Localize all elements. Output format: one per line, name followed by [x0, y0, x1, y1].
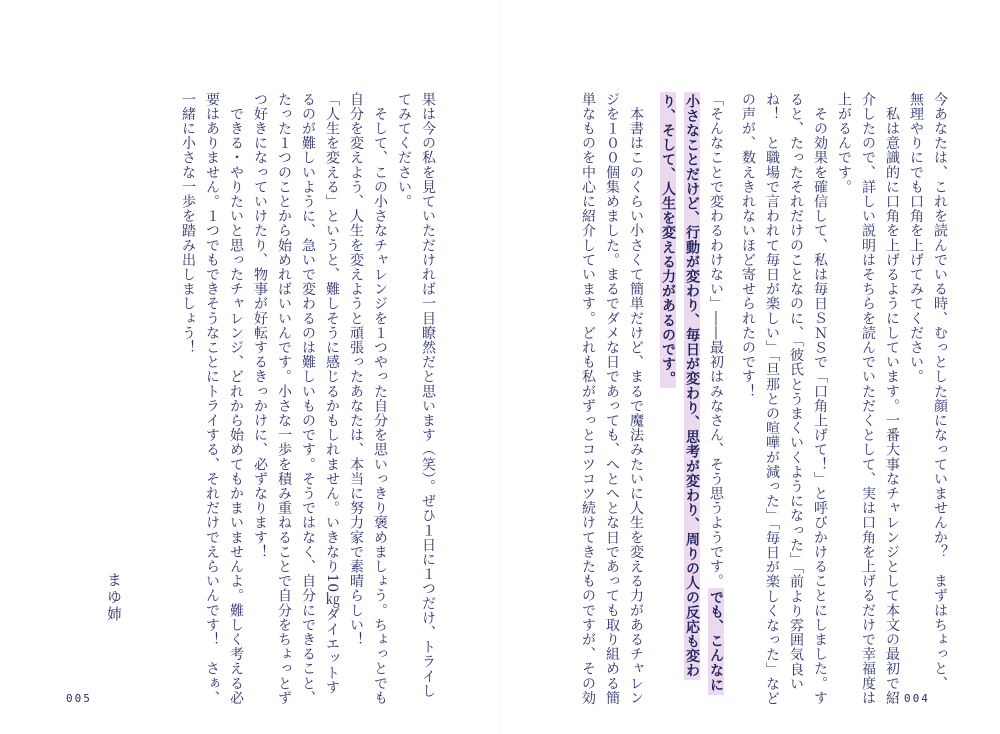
- page-number: 005: [66, 692, 92, 705]
- author-signature: まゆ姉: [105, 572, 123, 623]
- text-column: 単なものを中心に紹介しています。どれも私がずっとコツコツ続けてきたものですが、その効: [580, 92, 596, 706]
- text-column: 要はありません。１つでもできそうなことにトライする、それだけでえらいんです！ さぁ、: [204, 92, 220, 706]
- text-column: 無理やりにでも口角を上げてみてください。: [908, 92, 924, 384]
- text-column: たった１つのことから始めればいいんです。小さな一歩を積み重ねることで自分をちょっとず: [276, 92, 292, 706]
- page-gutter: [499, 0, 501, 734]
- column-text: 「そんなことで変わるわけない」――最初はみなさん、そう思うようです。: [708, 92, 724, 589]
- text-column: そして、この小さなチャレンジを１つやった自分を思いっきり褒めましょう。ちょっとでも: [372, 92, 388, 706]
- text-column: てみてください。: [396, 92, 412, 209]
- text-column: の声が、数えきれないほど寄せられたのです！: [740, 92, 756, 399]
- text-column: [704, 92, 728, 695]
- page-number: 004: [904, 692, 930, 705]
- text-column: [680, 92, 704, 680]
- text-column: ジを１００個集めました。まるでダメな日であっても、へとへとな日であっても取り組める簡: [604, 92, 620, 706]
- text-column: ると、たったそれだけのことなのに、「彼氏とうまくいくようになった」「前より雰囲気良い: [788, 92, 804, 692]
- text-column: 「人生を変える」というと、難しそうに感じるかもしれません。いきなり10㎏ダイエットす: [324, 92, 340, 696]
- text-column: 果は今の私を見ていただければ一目瞭然だと思います（笑）。ぜひ１日に１つだけ、トライし: [420, 92, 436, 699]
- highlighted-text: り、そして、人生を変える力があるのです。: [660, 94, 676, 386]
- text-column: 今あなたは、これを読んでいる時、むっとした顔になっていませんか？ まずはちょっと、: [932, 92, 948, 691]
- highlighted-text: でも、こんなに: [708, 590, 724, 693]
- text-column: [656, 92, 680, 388]
- text-column: るのが難しいように、急いで変わるのは難しいものです。そうではなく、自分にできること、: [300, 92, 316, 706]
- text-column: 一緒に小さな一歩を踏み出しましょう！: [180, 92, 196, 355]
- text-column: その効果を確信して、私は毎日ＳＮＳで「口角上げて！」と呼びかけることにしました。す: [812, 92, 828, 706]
- text-column: 介したので、詳しい説明はそちらを読んでいただくとして、実は口角を上げるだけで幸福度は: [860, 92, 876, 706]
- text-column: 上がるんです。: [836, 92, 852, 195]
- text-column: つ好きになっていけたり、物事が好転するきっかけに、必ずなります！: [252, 92, 268, 560]
- text-column: 自分を変えよう、人生を変えようと頑張ったあなたは、本当に努力家で素晴らしい！: [348, 92, 364, 647]
- text-column: 私は意識的に口角を上げるようにしています。一番大事なチャレンジとして本文の最初で紹: [884, 92, 900, 706]
- highlighted-text: 小さなことだけど、行動が変わり、毎日が変わり、思考が変わり、周りの人の反応も変わ: [684, 94, 700, 678]
- text-column: 本書はこのくらい小さくて簡単だけど、まるで魔法みたいに人生を変える力があるチャレン: [628, 92, 644, 706]
- text-column: ね！ と職場で言われて毎日が楽しい」「旦那との喧嘩が減った」「毎日が楽しくなった」など: [764, 92, 780, 706]
- text-column: できる・やりたいと思ったチャレンジ、どれから始めてもかまいませんよ。難しく考える必: [228, 92, 244, 706]
